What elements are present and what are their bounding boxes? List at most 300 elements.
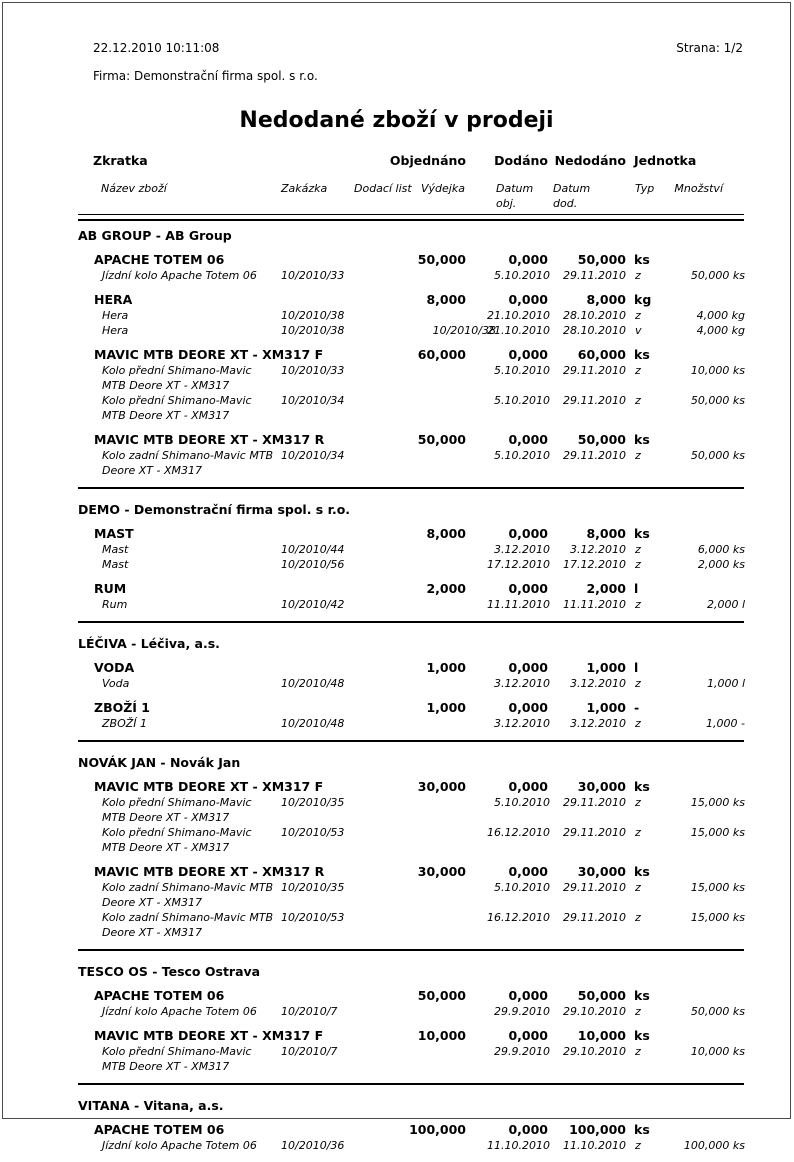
detail-date-delivered: 11.10.2010 bbox=[563, 1139, 626, 1152]
item-unit: l bbox=[634, 660, 639, 675]
detail-product-name: Kolo zadní Shimano-Mavic MTB Deore XT - XM317 bbox=[102, 911, 274, 939]
item-abbrev: MAVIC MTB DEORE XT - XM317 R bbox=[94, 432, 325, 447]
item-details bbox=[78, 676, 744, 691]
detail-order-number: 10/2010/35 bbox=[281, 796, 345, 809]
item-abbrev: APACHE TOTEM 06 bbox=[94, 1122, 225, 1137]
detail-delivery-note bbox=[351, 825, 421, 855]
detail-type: z bbox=[635, 1005, 641, 1018]
group-items bbox=[78, 660, 744, 731]
detail-delivery-note bbox=[351, 308, 421, 323]
item-unit: kg bbox=[634, 292, 652, 307]
item-unit: ks bbox=[634, 988, 650, 1003]
col-header-datum-obj: Datum obj. bbox=[496, 182, 534, 210]
item-details bbox=[78, 795, 744, 855]
detail-delivery-note bbox=[351, 363, 421, 393]
detail-date-ordered: 3.12.2010 bbox=[494, 677, 550, 690]
detail-type: z bbox=[635, 364, 641, 377]
detail-type: z bbox=[635, 1139, 641, 1152]
item-abbrev: HERA bbox=[94, 292, 133, 307]
detail-date-ordered: 29.9.2010 bbox=[494, 1005, 550, 1018]
product-item bbox=[78, 1028, 744, 1074]
item-delivered: 0,000 bbox=[508, 1122, 548, 1137]
detail-date-delivered: 29.11.2010 bbox=[563, 826, 626, 839]
item-undelivered: 1,000 bbox=[586, 660, 626, 675]
detail-date-delivered: 11.11.2010 bbox=[563, 598, 626, 611]
detail-row bbox=[78, 363, 744, 393]
detail-quantity: 15,000 ks bbox=[690, 911, 745, 924]
group-items bbox=[78, 779, 744, 940]
detail-quantity: 1,000 - bbox=[706, 717, 745, 730]
item-unit: ks bbox=[634, 779, 650, 794]
item-details bbox=[78, 268, 744, 283]
item-details bbox=[78, 542, 744, 572]
detail-delivery-note bbox=[351, 542, 421, 557]
customer-group bbox=[78, 951, 744, 1085]
item-abbrev: ZBOŽÍ 1 bbox=[94, 700, 150, 715]
item-undelivered: 8,000 bbox=[586, 292, 626, 307]
detail-issue-slip bbox=[421, 716, 496, 731]
item-ordered: 60,000 bbox=[417, 347, 466, 362]
detail-row bbox=[78, 448, 744, 478]
item-details bbox=[78, 308, 744, 338]
item-details bbox=[78, 597, 744, 612]
detail-order-number: 10/2010/53 bbox=[281, 826, 345, 839]
item-summary-row bbox=[78, 581, 744, 597]
detail-date-delivered: 29.11.2010 bbox=[563, 269, 626, 282]
detail-delivery-note bbox=[351, 323, 421, 338]
detail-row bbox=[78, 795, 744, 825]
report-meta-row bbox=[93, 41, 743, 55]
detail-issue-slip bbox=[421, 268, 496, 283]
product-item bbox=[78, 779, 744, 855]
detail-date-ordered: 5.10.2010 bbox=[494, 394, 550, 407]
table-header-sub bbox=[78, 181, 744, 215]
detail-order-number: 10/2010/38 bbox=[281, 309, 345, 322]
detail-issue-slip bbox=[421, 825, 496, 855]
detail-product-name: Kolo přední Shimano-Mavic MTB Deore XT - XM317 bbox=[102, 826, 252, 854]
detail-product-name: Kolo zadní Shimano-Mavic MTB Deore XT - XM317 bbox=[102, 881, 274, 909]
item-delivered: 0,000 bbox=[508, 581, 548, 596]
detail-issue-slip bbox=[421, 910, 496, 940]
item-summary-row bbox=[78, 347, 744, 363]
detail-issue-slip bbox=[421, 676, 496, 691]
item-undelivered: 2,000 bbox=[586, 581, 626, 596]
detail-product-name: Kolo přední Shimano-Mavic MTB Deore XT - XM317 bbox=[102, 1045, 252, 1073]
col-header-typ: Typ bbox=[635, 182, 655, 195]
detail-date-delivered: 28.10.2010 bbox=[563, 324, 626, 337]
detail-order-number: 10/2010/56 bbox=[281, 558, 345, 571]
detail-date-delivered: 29.11.2010 bbox=[563, 881, 626, 894]
detail-date-delivered: 29.10.2010 bbox=[563, 1045, 626, 1058]
item-delivered: 0,000 bbox=[508, 779, 548, 794]
item-abbrev: APACHE TOTEM 06 bbox=[94, 988, 225, 1003]
item-undelivered: 50,000 bbox=[577, 432, 626, 447]
detail-delivery-note bbox=[351, 268, 421, 283]
product-item bbox=[78, 526, 744, 572]
detail-row bbox=[78, 323, 744, 338]
group-items bbox=[78, 1122, 744, 1153]
detail-order-number: 10/2010/35 bbox=[281, 881, 345, 894]
item-details bbox=[78, 880, 744, 940]
report-title: Nedodané zboží v prodeji bbox=[239, 108, 554, 133]
detail-date-delivered: 29.11.2010 bbox=[563, 796, 626, 809]
detail-quantity: 2,000 l bbox=[706, 598, 745, 611]
detail-quantity: 4,000 kg bbox=[696, 309, 745, 322]
col-header-vydejka: Výdejka bbox=[421, 182, 465, 195]
product-item bbox=[78, 292, 744, 338]
detail-order-number: 10/2010/38 bbox=[281, 324, 345, 337]
item-unit: ks bbox=[634, 526, 650, 541]
item-unit: ks bbox=[634, 432, 650, 447]
report-table bbox=[78, 153, 744, 1162]
item-ordered: 8,000 bbox=[426, 526, 466, 541]
detail-row bbox=[78, 597, 744, 612]
item-abbrev: MAVIC MTB DEORE XT - XM317 F bbox=[94, 1028, 324, 1043]
detail-order-number: 10/2010/48 bbox=[281, 677, 345, 690]
detail-type: z bbox=[635, 717, 641, 730]
customer-group bbox=[78, 623, 744, 742]
item-details bbox=[78, 716, 744, 731]
col-header-nedodano: Nedodáno bbox=[554, 153, 626, 168]
detail-delivery-note bbox=[351, 910, 421, 940]
detail-delivery-note bbox=[351, 557, 421, 572]
detail-type: z bbox=[635, 558, 641, 571]
item-undelivered: 30,000 bbox=[577, 864, 626, 879]
item-abbrev: VODA bbox=[94, 660, 135, 675]
detail-date-delivered: 3.12.2010 bbox=[570, 677, 626, 690]
detail-delivery-note bbox=[351, 795, 421, 825]
detail-date-ordered: 3.12.2010 bbox=[494, 717, 550, 730]
detail-date-ordered: 17.12.2010 bbox=[487, 558, 550, 571]
item-ordered: 50,000 bbox=[417, 252, 466, 267]
detail-product-name: Jízdní kolo Apache Totem 06 bbox=[102, 269, 257, 282]
item-summary-row bbox=[78, 1028, 744, 1044]
product-item bbox=[78, 581, 744, 612]
detail-delivery-note bbox=[351, 1044, 421, 1074]
item-delivered: 0,000 bbox=[508, 700, 548, 715]
item-summary-row bbox=[78, 864, 744, 880]
detail-delivery-note bbox=[351, 597, 421, 612]
col-header-zkratka: Zkratka bbox=[93, 153, 148, 168]
detail-date-ordered: 5.10.2010 bbox=[494, 881, 550, 894]
detail-issue-slip bbox=[421, 1044, 496, 1074]
detail-type: z bbox=[635, 598, 641, 611]
detail-product-name: Mast bbox=[102, 543, 129, 556]
item-ordered: 1,000 bbox=[426, 660, 466, 675]
item-ordered: 2,000 bbox=[426, 581, 466, 596]
item-delivered: 0,000 bbox=[508, 292, 548, 307]
item-unit: ks bbox=[634, 1028, 650, 1043]
item-delivered: 0,000 bbox=[508, 526, 548, 541]
item-unit: ks bbox=[634, 864, 650, 879]
detail-issue-slip bbox=[421, 363, 496, 393]
product-item bbox=[78, 252, 744, 283]
item-summary-row bbox=[78, 1122, 744, 1138]
item-abbrev: MAVIC MTB DEORE XT - XM317 F bbox=[94, 779, 324, 794]
detail-order-number: 10/2010/33 bbox=[281, 269, 345, 282]
detail-quantity: 10,000 ks bbox=[690, 364, 745, 377]
item-ordered: 10,000 bbox=[417, 1028, 466, 1043]
detail-product-name: Kolo přední Shimano-Mavic MTB Deore XT - XM317 bbox=[102, 364, 252, 392]
col-header-jednotka: Jednotka bbox=[634, 153, 697, 168]
detail-issue-slip: 10/2010/38 bbox=[432, 324, 496, 337]
detail-date-ordered: 3.12.2010 bbox=[494, 543, 550, 556]
detail-date-delivered: 3.12.2010 bbox=[570, 717, 626, 730]
item-ordered: 1,000 bbox=[426, 700, 466, 715]
detail-type: z bbox=[635, 911, 641, 924]
item-delivered: 0,000 bbox=[508, 864, 548, 879]
detail-date-delivered: 29.11.2010 bbox=[563, 364, 626, 377]
item-unit: - bbox=[634, 700, 640, 715]
item-unit: ks bbox=[634, 252, 650, 267]
detail-row bbox=[78, 557, 744, 572]
detail-issue-slip bbox=[421, 880, 496, 910]
detail-row bbox=[78, 1044, 744, 1074]
item-summary-row bbox=[78, 779, 744, 795]
detail-row bbox=[78, 393, 744, 423]
detail-product-name: Hera bbox=[102, 309, 129, 322]
detail-order-number: 10/2010/44 bbox=[281, 543, 345, 556]
detail-issue-slip bbox=[421, 308, 496, 323]
detail-order-number: 10/2010/7 bbox=[281, 1045, 338, 1058]
detail-type: z bbox=[635, 449, 641, 462]
detail-date-ordered: 11.11.2010 bbox=[487, 598, 550, 611]
col-header-datum-dod: Datum dod. bbox=[553, 182, 591, 210]
detail-row bbox=[78, 910, 744, 940]
detail-type: z bbox=[635, 309, 641, 322]
detail-type: z bbox=[635, 269, 641, 282]
item-undelivered: 60,000 bbox=[577, 347, 626, 362]
detail-date-ordered: 29.9.2010 bbox=[494, 1045, 550, 1058]
product-item bbox=[78, 347, 744, 423]
detail-date-delivered: 28.10.2010 bbox=[563, 309, 626, 322]
detail-date-delivered: 29.11.2010 bbox=[563, 911, 626, 924]
item-delivered: 0,000 bbox=[508, 347, 548, 362]
product-item bbox=[78, 988, 744, 1019]
customer-group bbox=[78, 489, 744, 623]
detail-issue-slip bbox=[421, 542, 496, 557]
detail-delivery-note bbox=[351, 1138, 421, 1153]
item-ordered: 30,000 bbox=[417, 864, 466, 879]
detail-date-ordered: 16.12.2010 bbox=[487, 911, 550, 924]
item-abbrev: MAVIC MTB DEORE XT - XM317 F bbox=[94, 347, 324, 362]
detail-order-number: 10/2010/34 bbox=[281, 394, 345, 407]
detail-order-number: 10/2010/36 bbox=[281, 1139, 345, 1152]
group-items bbox=[78, 526, 744, 612]
detail-issue-slip bbox=[421, 448, 496, 478]
detail-order-number: 10/2010/53 bbox=[281, 911, 345, 924]
group-title: VITANA - Vitana, a.s. bbox=[78, 1098, 224, 1113]
group-items bbox=[78, 988, 744, 1074]
detail-quantity: 50,000 ks bbox=[690, 394, 745, 407]
col-header-zakazka: Zakázka bbox=[281, 182, 328, 195]
item-summary-row bbox=[78, 988, 744, 1004]
detail-row bbox=[78, 308, 744, 323]
detail-type: z bbox=[635, 826, 641, 839]
customer-group bbox=[78, 1085, 744, 1162]
customer-group bbox=[78, 221, 744, 489]
detail-quantity: 100,000 ks bbox=[683, 1139, 745, 1152]
product-item bbox=[78, 1122, 744, 1153]
detail-product-name: Jízdní kolo Apache Totem 06 bbox=[102, 1005, 257, 1018]
report-page bbox=[2, 2, 791, 1152]
item-abbrev: APACHE TOTEM 06 bbox=[94, 252, 225, 267]
detail-date-ordered: 11.10.2010 bbox=[487, 1139, 550, 1152]
detail-quantity: 1,000 l bbox=[706, 677, 745, 690]
detail-order-number: 10/2010/33 bbox=[281, 364, 345, 377]
detail-quantity: 15,000 ks bbox=[690, 826, 745, 839]
detail-product-name: Voda bbox=[102, 677, 130, 690]
groups-container bbox=[78, 221, 744, 1162]
detail-row bbox=[78, 676, 744, 691]
group-title: DEMO - Demonstrační firma spol. s r.o. bbox=[78, 502, 351, 517]
group-title: TESCO OS - Tesco Ostrava bbox=[78, 964, 261, 979]
item-delivered: 0,000 bbox=[508, 1028, 548, 1043]
detail-order-number: 10/2010/48 bbox=[281, 717, 345, 730]
item-undelivered: 100,000 bbox=[569, 1122, 626, 1137]
detail-product-name: Rum bbox=[102, 598, 128, 611]
detail-issue-slip bbox=[421, 557, 496, 572]
item-details bbox=[78, 363, 744, 423]
page-number: Strana: 1/2 bbox=[676, 41, 743, 55]
group-items bbox=[78, 252, 744, 478]
detail-product-name: Hera bbox=[102, 324, 129, 337]
detail-date-ordered: 21.10.2010 bbox=[487, 324, 550, 337]
detail-quantity: 15,000 ks bbox=[690, 796, 745, 809]
detail-issue-slip bbox=[421, 795, 496, 825]
item-undelivered: 50,000 bbox=[577, 988, 626, 1003]
detail-quantity: 50,000 ks bbox=[690, 449, 745, 462]
report-datetime: 22.12.2010 10:11:08 bbox=[93, 41, 220, 55]
detail-delivery-note bbox=[351, 393, 421, 423]
detail-product-name: Kolo zadní Shimano-Mavic MTB Deore XT - XM317 bbox=[102, 449, 274, 477]
item-details bbox=[78, 1044, 744, 1074]
detail-product-name: Kolo přední Shimano-Mavic MTB Deore XT - XM317 bbox=[102, 796, 252, 824]
item-details bbox=[78, 448, 744, 478]
detail-row bbox=[78, 1004, 744, 1019]
detail-date-delivered: 3.12.2010 bbox=[570, 543, 626, 556]
detail-date-ordered: 5.10.2010 bbox=[494, 796, 550, 809]
detail-row bbox=[78, 542, 744, 557]
col-header-dodano: Dodáno bbox=[494, 153, 548, 168]
item-undelivered: 1,000 bbox=[586, 700, 626, 715]
col-header-nazev-zbozi: Název zboží bbox=[101, 182, 167, 195]
customer-group bbox=[78, 742, 744, 951]
detail-type: z bbox=[635, 881, 641, 894]
item-summary-row bbox=[78, 252, 744, 268]
item-unit: l bbox=[634, 581, 639, 596]
detail-issue-slip bbox=[421, 1138, 496, 1153]
detail-row bbox=[78, 1138, 744, 1153]
detail-order-number: 10/2010/42 bbox=[281, 598, 345, 611]
item-abbrev: RUM bbox=[94, 581, 127, 596]
detail-quantity: 50,000 ks bbox=[690, 1005, 745, 1018]
col-header-dodaci-list: Dodací list bbox=[354, 182, 412, 195]
detail-date-ordered: 16.12.2010 bbox=[487, 826, 550, 839]
detail-row bbox=[78, 268, 744, 283]
item-summary-row bbox=[78, 660, 744, 676]
item-summary-row bbox=[78, 432, 744, 448]
detail-date-ordered: 5.10.2010 bbox=[494, 449, 550, 462]
detail-date-ordered: 5.10.2010 bbox=[494, 364, 550, 377]
detail-product-name: ZBOŽÍ 1 bbox=[102, 717, 148, 730]
item-undelivered: 50,000 bbox=[577, 252, 626, 267]
detail-issue-slip bbox=[421, 1004, 496, 1019]
detail-type: z bbox=[635, 394, 641, 407]
item-ordered: 30,000 bbox=[417, 779, 466, 794]
item-ordered: 8,000 bbox=[426, 292, 466, 307]
detail-quantity: 50,000 ks bbox=[690, 269, 745, 282]
item-undelivered: 10,000 bbox=[577, 1028, 626, 1043]
group-title: NOVÁK JAN - Novák Jan bbox=[78, 755, 241, 770]
detail-date-delivered: 29.11.2010 bbox=[563, 449, 626, 462]
item-abbrev: MAST bbox=[94, 526, 134, 541]
detail-row bbox=[78, 716, 744, 731]
detail-quantity: 6,000 ks bbox=[697, 543, 745, 556]
item-ordered: 100,000 bbox=[409, 1122, 466, 1137]
detail-date-ordered: 5.10.2010 bbox=[494, 269, 550, 282]
detail-date-delivered: 29.10.2010 bbox=[563, 1005, 626, 1018]
group-title: LÉČIVA - Léčiva, a.s. bbox=[78, 636, 220, 651]
item-summary-row bbox=[78, 700, 744, 716]
detail-type: z bbox=[635, 1045, 641, 1058]
detail-delivery-note bbox=[351, 1004, 421, 1019]
item-delivered: 0,000 bbox=[508, 988, 548, 1003]
item-delivered: 0,000 bbox=[508, 660, 548, 675]
item-undelivered: 8,000 bbox=[586, 526, 626, 541]
item-details bbox=[78, 1138, 744, 1153]
detail-type: z bbox=[635, 796, 641, 809]
detail-type: v bbox=[635, 324, 642, 337]
detail-order-number: 10/2010/34 bbox=[281, 449, 345, 462]
group-title: AB GROUP - AB Group bbox=[78, 228, 232, 243]
detail-order-number: 10/2010/7 bbox=[281, 1005, 338, 1018]
item-summary-row bbox=[78, 292, 744, 308]
col-header-mnozstvi: Množství bbox=[674, 182, 723, 195]
col-header-objednano: Objednáno bbox=[389, 153, 466, 168]
detail-row bbox=[78, 880, 744, 910]
product-item bbox=[78, 432, 744, 478]
detail-quantity: 15,000 ks bbox=[690, 881, 745, 894]
detail-date-delivered: 17.12.2010 bbox=[563, 558, 626, 571]
detail-product-name: Mast bbox=[102, 558, 129, 571]
table-header-main bbox=[78, 153, 744, 169]
item-delivered: 0,000 bbox=[508, 252, 548, 267]
detail-quantity: 10,000 ks bbox=[690, 1045, 745, 1058]
detail-type: z bbox=[635, 543, 641, 556]
detail-issue-slip bbox=[421, 393, 496, 423]
item-abbrev: MAVIC MTB DEORE XT - XM317 R bbox=[94, 864, 325, 879]
detail-date-delivered: 29.11.2010 bbox=[563, 394, 626, 407]
item-ordered: 50,000 bbox=[417, 432, 466, 447]
company-line: Firma: Demonstrační firma spol. s r.o. bbox=[93, 69, 318, 83]
detail-delivery-note bbox=[351, 676, 421, 691]
item-unit: ks bbox=[634, 347, 650, 362]
detail-date-ordered: 21.10.2010 bbox=[487, 309, 550, 322]
detail-delivery-note bbox=[351, 716, 421, 731]
detail-product-name: Jízdní kolo Apache Totem 06 bbox=[102, 1139, 257, 1152]
item-ordered: 50,000 bbox=[417, 988, 466, 1003]
product-item bbox=[78, 660, 744, 691]
product-item bbox=[78, 864, 744, 940]
detail-quantity: 4,000 kg bbox=[696, 324, 745, 337]
detail-issue-slip bbox=[421, 597, 496, 612]
item-details bbox=[78, 1004, 744, 1019]
item-delivered: 0,000 bbox=[508, 432, 548, 447]
detail-delivery-note bbox=[351, 448, 421, 478]
item-summary-row bbox=[78, 526, 744, 542]
detail-quantity: 2,000 ks bbox=[697, 558, 745, 571]
